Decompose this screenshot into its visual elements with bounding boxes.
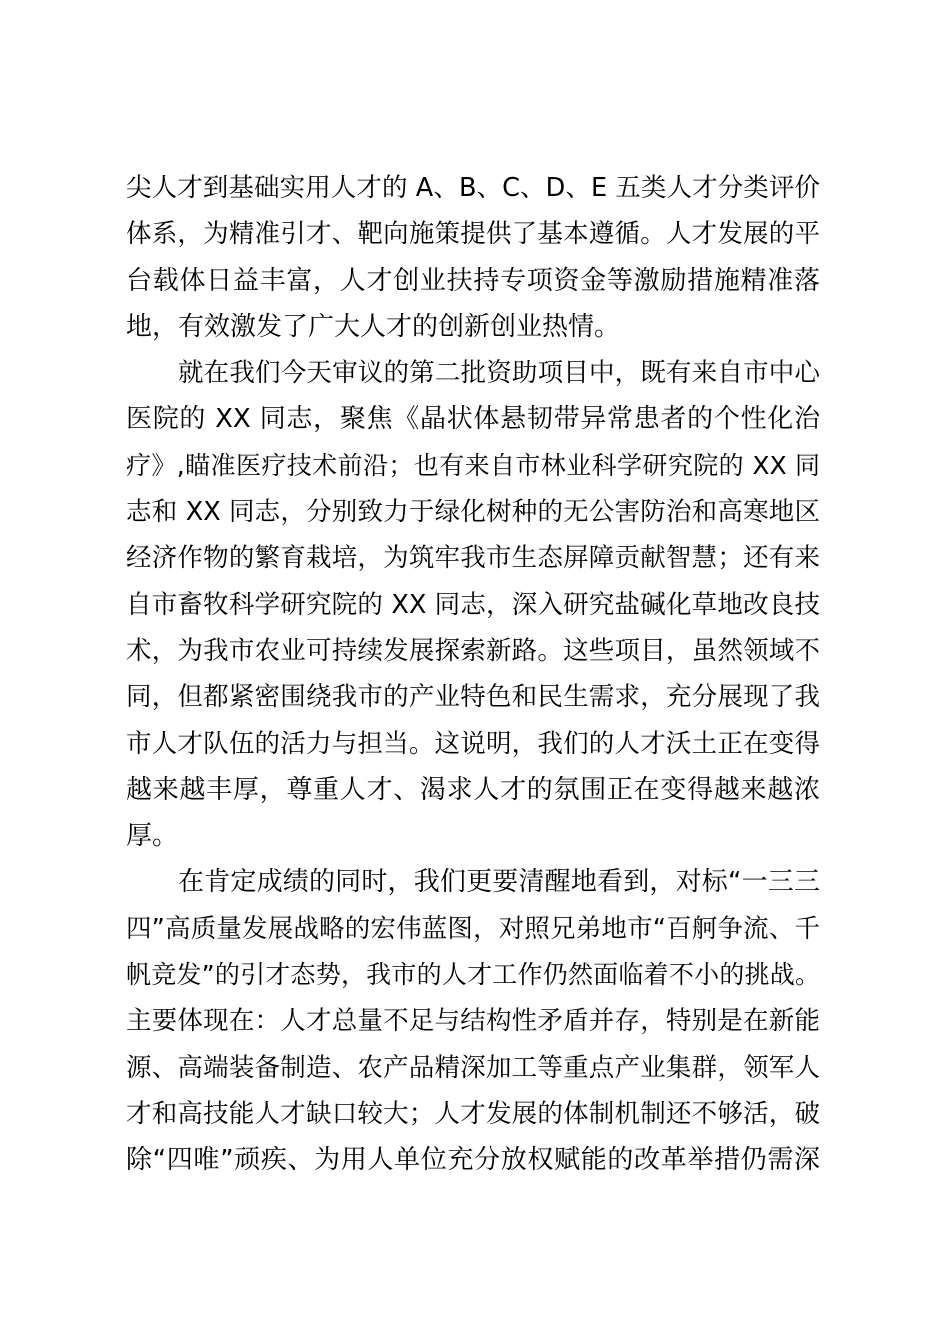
text-line: 术，为我市农业可持续发展探索新路。这些项目，虽然领域不 bbox=[126, 635, 820, 666]
text-line: 志和 XX 同志，分别致力于绿化树种的无公害防治和高寒地区 bbox=[126, 497, 820, 528]
text-line: 自市畜牧科学研究院的 XX 同志，深入研究盐碱化草地改良技 bbox=[126, 589, 820, 620]
text-line: 帆竞发”的引才态势，我市的人才工作仍然面临着不小的挑战。 bbox=[126, 960, 820, 990]
text-line: 除“四唯”顽疾、为用人单位充分放权赋能的改革举措仍需深 bbox=[126, 1145, 820, 1176]
text-line: 主要体现在：人才总量不足与结构性矛盾并存，特别是在新能 bbox=[126, 1006, 820, 1037]
document-body bbox=[126, 165, 820, 1184]
text-line: 疗》,瞄准医疗技术前沿；也有来自市林业科学研究院的 XX 同 bbox=[126, 450, 820, 480]
text-line: 在肯定成绩的同时，我们更要清醒地看到，对标“一三三 bbox=[178, 867, 820, 898]
text-line: 地，有效激发了广大人才的创新创业热情。 bbox=[126, 311, 621, 342]
text-line: 同，但都紧密围绕我市的产业特色和民生需求，充分展现了我 bbox=[126, 682, 820, 713]
text-line: 经济作物的繁育栽培，为筑牢我市生态屏障贡献智慧；还有来 bbox=[126, 543, 820, 574]
text-line: 医院的 XX 同志，聚焦《晶状体悬韧带异常患者的个性化治 bbox=[126, 404, 820, 435]
text-line: 体系，为精准引才、靶向施策提供了基本遵循。人才发展的平 bbox=[126, 219, 820, 250]
text-line: 源、高端装备制造、农产品精深加工等重点产业集群，领军人 bbox=[126, 1052, 820, 1083]
text-line: 越来越丰厚，尊重人才、渴求人才的氛围正在变得越来越浓 bbox=[126, 774, 820, 805]
paragraph-challenges bbox=[126, 859, 820, 1183]
text-line: 四”高质量发展战略的宏伟蓝图，对照兄弟地市“百舸争流、千 bbox=[126, 913, 820, 944]
text-line: 台载体日益丰富，人才创业扶持专项资金等激励措施精准落 bbox=[126, 265, 820, 296]
text-line: 才和高技能人才缺口较大；人才发展的体制机制还不够活，破 bbox=[126, 1098, 820, 1129]
paragraph-funded-projects bbox=[126, 350, 820, 859]
text-line: 尖人才到基础实用人才的 A、B、C、D、E 五类人才分类评价 bbox=[126, 173, 820, 203]
text-line: 市人才队伍的活力与担当。这说明，我们的人才沃土正在变得 bbox=[126, 728, 820, 759]
text-line: 厚。 bbox=[126, 821, 179, 852]
text-line: 就在我们今天审议的第二批资助项目中，既有来自市中心 bbox=[178, 358, 820, 389]
paragraph-talent-system bbox=[126, 165, 820, 350]
